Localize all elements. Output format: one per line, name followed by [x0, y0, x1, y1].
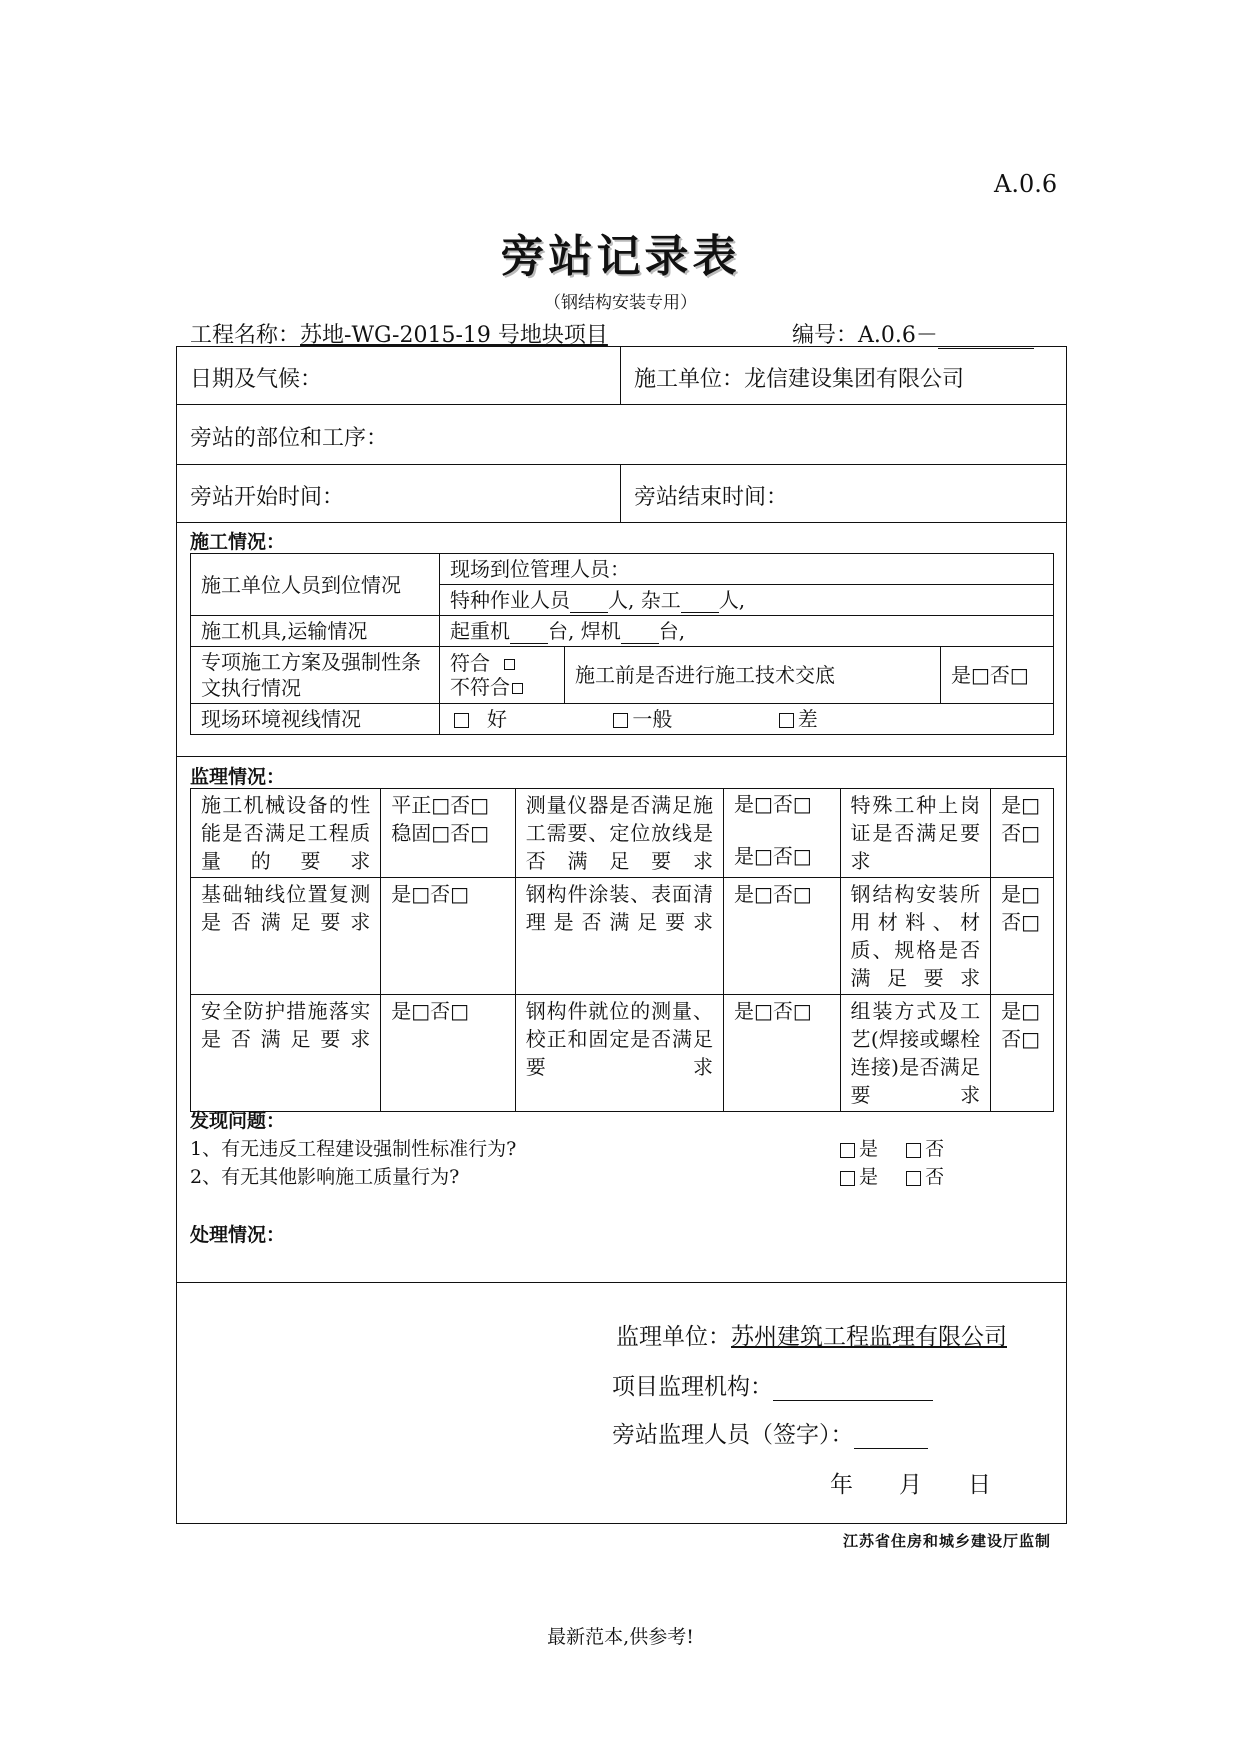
env-poor-label: 差: [797, 707, 818, 731]
project-value: 苏地-WG-2015-19 号地块项目: [300, 323, 608, 348]
plan-compliance[interactable]: [440, 647, 565, 704]
project-label: 工程名称：: [190, 323, 301, 348]
issue2-no-label: 否: [925, 1166, 945, 1188]
sup-r3c4[interactable]: 是□否□: [723, 995, 840, 1112]
supervision-unit-label: 监理单位：: [616, 1324, 731, 1350]
briefing-label: 施工前是否进行施工技术交底: [565, 647, 941, 704]
sign-date[interactable]: [830, 1466, 991, 1499]
issue1-yes-checkbox[interactable]: [840, 1143, 855, 1158]
env-poor-checkbox[interactable]: [779, 713, 794, 728]
sign-month: 月: [899, 1472, 922, 1498]
env-options[interactable]: [440, 704, 1054, 735]
laborer-count-blank[interactable]: [681, 594, 719, 613]
briefing-options[interactable]: 是□否□: [941, 647, 1054, 704]
sup-r1c2[interactable]: [381, 789, 516, 878]
welder-label: 台, 焊机: [548, 619, 621, 643]
project-org-label: 项目监理机构：: [612, 1374, 773, 1400]
sign-day: 日: [968, 1472, 991, 1498]
machine-values[interactable]: [440, 616, 1054, 647]
section-divider: [176, 1282, 1067, 1283]
supervision-unit: [616, 1318, 1007, 1351]
project-org-blank[interactable]: [773, 1376, 933, 1401]
env-normal-label: 一般: [632, 707, 673, 731]
sup-r2c3: 钢构件涂装、表面清理是否满足要求: [515, 878, 723, 995]
col-divider: [620, 346, 621, 404]
supervision-unit-value: 苏州建筑工程监理有限公司: [731, 1324, 1007, 1350]
sup-layout-opt[interactable]: 是□否□: [733, 844, 812, 868]
supervision-table: [190, 788, 1054, 1112]
issuing-authority: 江苏省住房和城乡建设厅监制: [842, 1532, 1051, 1550]
sup-r1c6[interactable]: [991, 789, 1054, 878]
staff-laborer-label: 人, 杂工: [608, 588, 681, 612]
crane-count-blank[interactable]: [510, 625, 548, 644]
page-title: 旁站记录表: [500, 231, 741, 282]
crane-label: 起重机: [450, 619, 510, 643]
issue-question-1: 1、有无违反工程建设强制性标准行为?: [190, 1138, 517, 1160]
section-divider: [176, 756, 1067, 757]
env-good-label: 好: [487, 707, 507, 731]
issue-answer-1[interactable]: [836, 1134, 944, 1161]
sup-material-no[interactable]: 否□: [1001, 910, 1040, 934]
col-divider: [620, 464, 621, 522]
welder-count-blank[interactable]: [621, 625, 659, 644]
supervisor-signature-blank[interactable]: [854, 1424, 928, 1449]
footer-note: 最新范本,供参考!: [547, 1626, 694, 1648]
sup-r3c1: 安全防护措施落实是否满足要求: [191, 995, 381, 1112]
sup-r2c1: 基础轴线位置复测是否满足要求: [191, 878, 381, 995]
row-divider: [176, 464, 1067, 465]
staff-suffix: 人,: [718, 588, 746, 612]
issue2-yes-checkbox[interactable]: [840, 1171, 855, 1186]
sup-r2c4[interactable]: 是□否□: [723, 878, 840, 995]
sup-instrument-opt[interactable]: 是□否□: [733, 792, 812, 816]
document-number: [792, 318, 1034, 349]
plan-yes-label: 符合: [450, 651, 490, 675]
construction-table: [190, 553, 1054, 735]
construction-heading: 施工情况：: [190, 531, 286, 553]
contractor-field: 施工单位：龙信建设集团有限公司: [634, 367, 965, 392]
special-count-blank[interactable]: [570, 594, 608, 613]
sup-r3c3: 钢构件就位的测量、校正和固定是否满足要求: [515, 995, 723, 1112]
sup-level-opt[interactable]: 平正□否□: [391, 793, 490, 817]
issue2-yes-label: 是: [859, 1166, 879, 1188]
project-name: [190, 318, 608, 349]
plan-no-label: 不符合: [450, 675, 510, 699]
project-org: [612, 1368, 933, 1401]
sup-r1c5: 特殊工种上岗证是否满足要求: [840, 789, 991, 878]
sup-assembly-no[interactable]: 否□: [1001, 1027, 1040, 1051]
sup-r3c5: 组装方式及工艺(焊接或螺栓连接)是否满足要求: [840, 995, 991, 1112]
staff-managers[interactable]: 现场到位管理人员：: [440, 554, 1054, 585]
plan-label: 专项施工方案及强制性条文执行情况: [191, 647, 440, 704]
sup-cert-no[interactable]: 否□: [1001, 821, 1040, 845]
supervisor-signature: [612, 1416, 928, 1449]
row-divider: [176, 404, 1067, 405]
sup-r3c6[interactable]: [991, 995, 1054, 1112]
supervision-heading: 监理情况：: [190, 766, 286, 788]
page-subtitle: （钢结构安装专用）: [544, 293, 697, 313]
staff-label: 施工单位人员到位情况: [191, 554, 440, 616]
issues-heading: 发现问题：: [190, 1110, 286, 1132]
start-time-field[interactable]: 旁站开始时间：: [190, 485, 345, 510]
staff-special-label: 特种作业人员: [450, 588, 570, 612]
location-field[interactable]: 旁站的部位和工序：: [190, 426, 389, 451]
plan-yes-checkbox[interactable]: [504, 659, 515, 670]
handling-heading: 处理情况：: [190, 1224, 286, 1246]
issue1-yes-label: 是: [859, 1138, 879, 1160]
sign-year: 年: [830, 1472, 853, 1498]
issue1-no-label: 否: [925, 1138, 945, 1160]
env-good-checkbox[interactable]: [454, 713, 469, 728]
issue2-no-checkbox[interactable]: [906, 1171, 921, 1186]
issue1-no-checkbox[interactable]: [906, 1143, 921, 1158]
number-label: 编号：A.0.6－: [792, 323, 938, 348]
plan-no-checkbox[interactable]: [512, 683, 523, 694]
sup-r2c5: 钢结构安装所用材料、材质、规格是否满足要求: [840, 878, 991, 995]
issue-question-2: 2、有无其他影响施工质量行为?: [190, 1166, 460, 1188]
env-label: 现场环境视线情况: [191, 704, 440, 735]
row-divider: [176, 522, 1067, 523]
sup-material-yes[interactable]: 是□: [1001, 882, 1040, 906]
sup-stable-opt[interactable]: 稳固□否□: [391, 821, 490, 845]
env-normal-checkbox[interactable]: [613, 713, 628, 728]
sup-r3c2[interactable]: 是□否□: [381, 995, 516, 1112]
sup-assembly-yes[interactable]: 是□: [1001, 999, 1040, 1023]
issue-answer-2[interactable]: [836, 1162, 944, 1189]
sup-r1c3: 测量仪器是否满足施工需要、定位放线是否满足要求: [515, 789, 723, 878]
sup-r2c2[interactable]: 是□否□: [381, 878, 516, 995]
machine-label: 施工机具,运输情况: [191, 616, 440, 647]
document-code: A.0.6: [994, 170, 1058, 198]
sup-r1c1: 施工机械设备的性能是否满足工程质量的要求: [191, 789, 381, 878]
sup-r2c6[interactable]: [991, 878, 1054, 995]
machine-suffix: 台,: [658, 619, 686, 643]
supervisor-signature-label: 旁站监理人员（签字）：: [612, 1422, 854, 1448]
sup-r1c4[interactable]: [723, 789, 840, 878]
staff-workers[interactable]: [440, 585, 1054, 616]
date-weather-field[interactable]: 日期及气候：: [190, 367, 323, 392]
sup-cert-yes[interactable]: 是□: [1001, 793, 1040, 817]
end-time-field[interactable]: 旁站结束时间：: [634, 485, 789, 510]
